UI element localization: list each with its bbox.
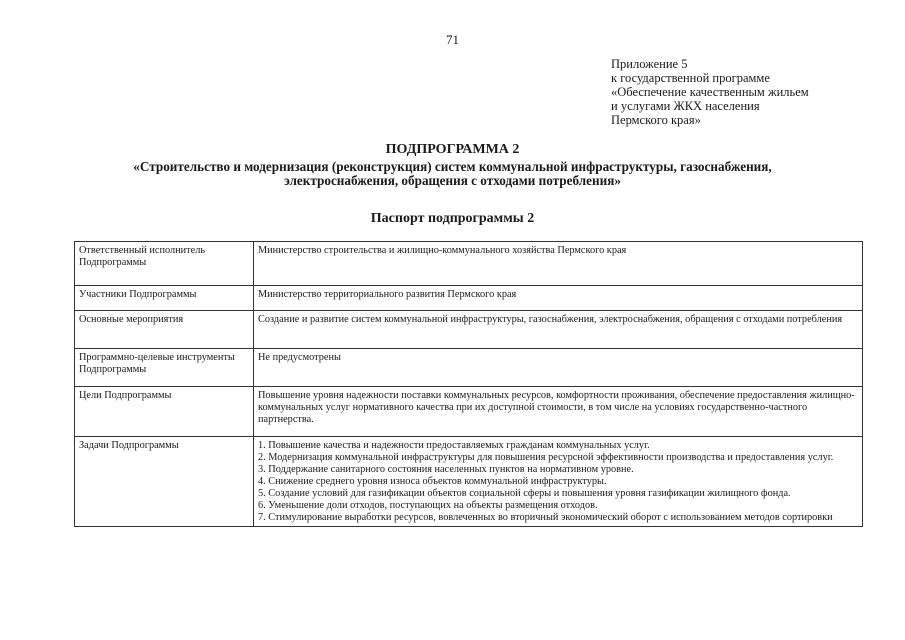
task-item: 1. Повышение качества и надежности предоставляемых гражданам коммунальных услуг. (258, 440, 650, 451)
passport-table (74, 241, 863, 527)
row-value: Не предусмотрены (254, 349, 863, 387)
row-label: Цели Подпрограммы (75, 387, 254, 437)
page-number: 71 (446, 32, 459, 47)
subprogram-description: «Строительство и модернизация (реконструкция) систем коммунальной инфраструктуры, газоснабжения, электроснабжения, обращения с отходами потребления» (133, 159, 772, 188)
table-row (75, 349, 863, 387)
table-row (75, 242, 863, 286)
task-item: 3. Поддержание санитарного состояния населенных пунктов на нормативном уровне. (258, 464, 634, 475)
task-item: 5. Создание условий для газификации объектов социальной сферы и повышения уровня газификации жилищного фонда. (258, 488, 791, 499)
row-value (254, 437, 863, 527)
appendix-note (611, 57, 881, 127)
task-item: 6. Уменьшение доли отходов, поступающих на объекты размещения отходов. (258, 500, 598, 511)
row-label: Задачи Подпрограммы (75, 437, 254, 527)
subprogram-title: ПОДПРОГРАММА 2 (385, 142, 520, 157)
table-row (75, 311, 863, 349)
table-row (75, 387, 863, 437)
row-label: Основные мероприятия (75, 311, 254, 349)
row-label: Ответственный исполнитель Подпрограммы (75, 242, 254, 286)
passport-title: Паспорт подпрограммы 2 (370, 211, 535, 226)
row-value: Министерство строительства и жилищно-коммунального хозяйства Пермского края (254, 242, 863, 286)
appendix-line: к государственной программе (611, 71, 770, 85)
row-value: Повышение уровня надежности поставки коммунальных ресурсов, комфортности проживания, обеспечение предоставления жилищно-коммунальных услуг нормативного качества при их доступной стоимости, в том числе на условиях государственно-частного партнерства. (254, 387, 863, 437)
task-item: 2. Модернизация коммунальной инфраструктуры для повышения ресурсной эффективности производства и предоставления услуг. (258, 452, 834, 463)
appendix-line: Пермского края» (611, 113, 701, 127)
row-label: Участники Подпрограммы (75, 286, 254, 311)
table-row (75, 437, 863, 527)
appendix-line: Приложение 5 (611, 57, 688, 71)
task-item: 4. Снижение среднего уровня износа объектов коммунальной инфраструктуры. (258, 476, 607, 487)
appendix-line: «Обеспечение качественным жильем (611, 85, 809, 99)
appendix-line: и услугами ЖКХ населения (611, 99, 760, 113)
table-row (75, 286, 863, 311)
row-label: Программно-целевые инструменты Подпрограммы (75, 349, 254, 387)
task-item: 7. Стимулирование выработки ресурсов, вовлеченных во вторичный экономический оборот с использованием методов сортировки (258, 512, 833, 523)
row-value: Создание и развитие систем коммунальной инфраструктуры, газоснабжения, электроснабжения, обращения с отходами потребления (254, 311, 863, 349)
row-value: Министерство территориального развития Пермского края (254, 286, 863, 311)
